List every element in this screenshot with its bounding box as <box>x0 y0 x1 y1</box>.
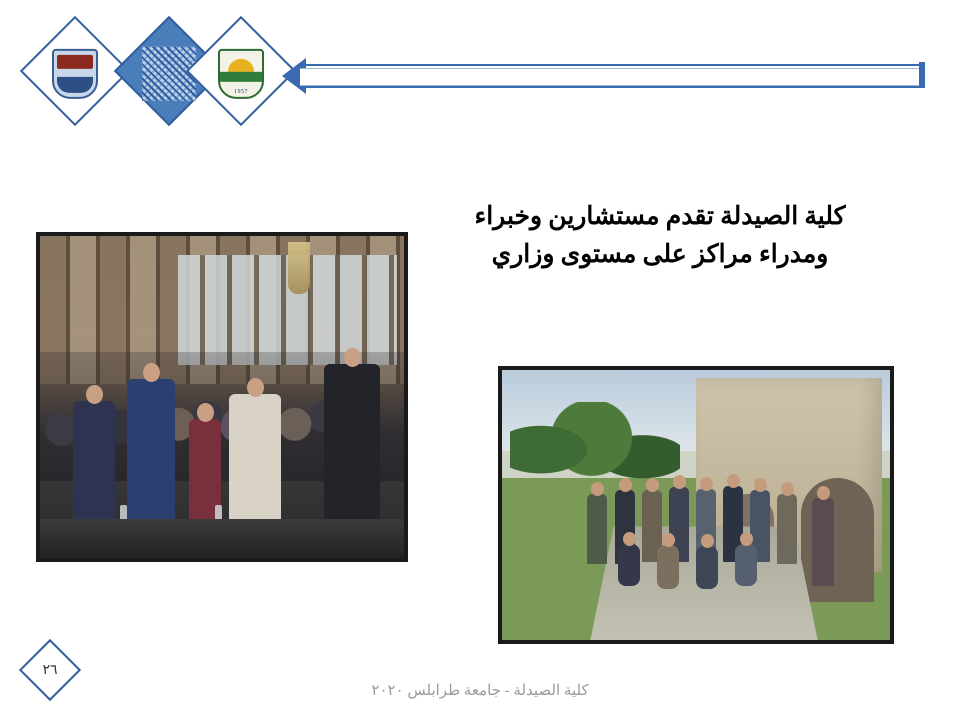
slide-title <box>400 198 920 273</box>
person-head <box>646 478 659 492</box>
slide-title-line-2: ومدراء مراكز على مستوى وزاري <box>491 240 829 268</box>
chandelier-icon <box>288 242 310 294</box>
crest-year-label: 1957 <box>234 88 248 95</box>
group-person <box>587 494 607 564</box>
slide-header-decoration <box>0 0 960 140</box>
university-crest-icon <box>52 49 98 99</box>
person-head <box>623 532 636 546</box>
group-person <box>777 494 797 564</box>
person-head <box>701 534 714 548</box>
university-crest-inner <box>36 35 114 113</box>
kneeling-person <box>618 544 640 586</box>
standing-person <box>229 394 281 529</box>
person-head <box>197 403 214 422</box>
kneeling-person <box>735 544 757 586</box>
faculty-crest-diamond <box>186 16 296 126</box>
faculty-crest-inner <box>202 35 280 113</box>
banner-end-cap <box>919 62 925 88</box>
person-head <box>781 482 794 496</box>
person-head <box>344 348 361 367</box>
person-head <box>817 486 830 500</box>
hall-floor <box>40 519 404 558</box>
page-number-label: ٢٦ <box>42 662 58 678</box>
person-head <box>619 478 632 492</box>
standing-person <box>127 379 175 529</box>
kneeling-person <box>696 546 718 589</box>
photo-group-arch <box>498 366 894 644</box>
person-head <box>727 474 740 488</box>
person-head <box>740 532 753 546</box>
page-number-badge <box>22 642 78 698</box>
slide-title-line-1: كلية الصيدلة تقدم مستشارين وخبراء <box>474 203 846 230</box>
person-head <box>754 478 767 492</box>
standing-person <box>324 364 380 529</box>
banner-fill <box>300 68 925 86</box>
banner-line-bottom <box>300 86 925 88</box>
banner-line-top <box>300 64 925 66</box>
person-head <box>662 533 675 547</box>
person-head <box>86 385 103 404</box>
group-person <box>812 498 834 586</box>
person-head <box>673 475 686 489</box>
crest-band <box>220 72 262 82</box>
standing-person <box>73 401 115 529</box>
photo-ceremony-hall <box>36 232 408 562</box>
kneeling-person <box>657 545 679 589</box>
slide-footer-text: كلية الصيدلة - جامعة طرابلس ٢٠٢٠ <box>371 683 589 699</box>
person-head <box>591 482 604 496</box>
person-head <box>143 363 160 382</box>
person-head <box>247 378 264 397</box>
person-head <box>700 477 713 491</box>
photo-group-arch-image <box>502 370 890 640</box>
sun-icon <box>228 59 254 72</box>
photo-ceremony-hall-image <box>40 236 404 558</box>
faculty-crest-icon <box>218 49 264 99</box>
header-banner-bar <box>300 58 925 94</box>
